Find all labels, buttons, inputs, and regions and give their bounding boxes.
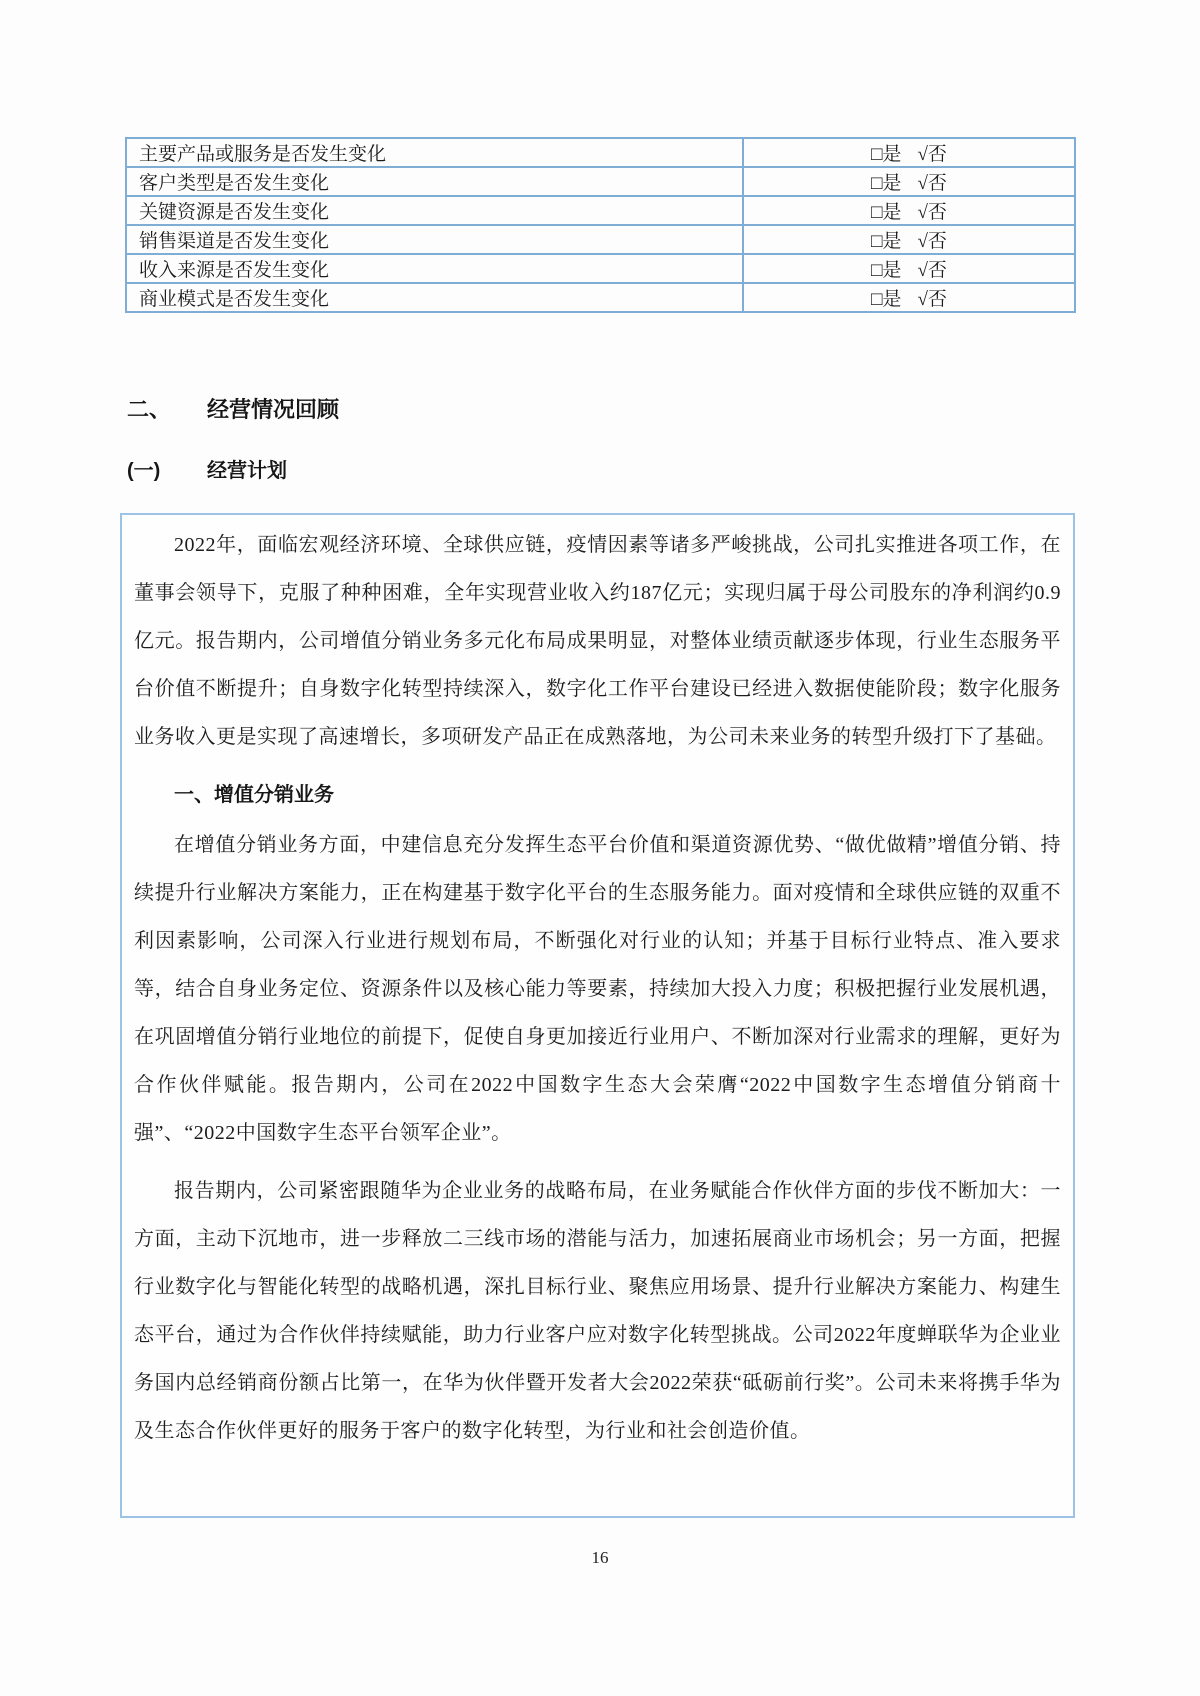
checkbox-no-option: √否	[917, 231, 947, 252]
change-question: 客户类型是否发生变化	[126, 167, 743, 196]
paragraph-huawei-partnership: 报告期内，公司紧密跟随华为企业业务的战略布局，在业务赋能合作伙伴方面的步伐不断加大：一方面，主动下沉地市，进一步释放二三线市场的潜能与活力，加速拓展商业市场机会；另一方面，把握行业数字化与智能化转型的战略机遇，深扎目标行业、聚焦应用场景、提升行业解决方案能力、构建生态平台，通过为合作伙伴持续赋能，助力行业客户应对数字化转型挑战。公司2022年度蝉联华为企业业务国内总经销商份额占比第一，在华为伙伴暨开发者大会2022荣获“砥砺前行奖”。公司未来将携手华为及生态合作伙伴更好的服务于客户的数字化转型，为行业和社会创造价值。	[134, 1180, 1061, 1442]
sub-heading-distribution: 一、增值分销业务	[174, 784, 334, 806]
change-answer	[743, 254, 1075, 283]
checkbox-no-option: √否	[917, 289, 947, 310]
checkbox-yes-option: □是	[870, 202, 902, 223]
paragraph-business-overview: 2022年，面临宏观经济环境、全球供应链，疫情因素等诸多严峻挑战，公司扎实推进各项工作，在董事会领导下，克服了种种困难，全年实现营业收入约187亿元；实现归属于母公司股东的净利润约0.9亿元。报告期内，公司增值分销业务多元化布局成果明显，对整体业绩贡献逐步体现，行业生态服务平台价值不断提升；自身数字化转型持续深入，数字化工作平台建设已经进入数据使能阶段；数字化服务业务收入更是实现了高速增长，多项研发产品正在成熟落地，为公司未来业务的转型升级打下了基础。	[134, 534, 1061, 748]
page-number: 16	[591, 1548, 609, 1567]
checkbox-no-option: √否	[917, 144, 947, 165]
content-box	[120, 513, 1075, 1518]
subsection-number: (一)	[127, 460, 161, 482]
checkbox-yes-option: □是	[870, 231, 902, 252]
checkbox-no-option: √否	[917, 202, 947, 223]
table-row	[126, 225, 1075, 254]
checkbox-yes-option: □是	[870, 289, 902, 310]
subsection-heading	[127, 458, 287, 484]
section-title: 经营情况回顾	[207, 397, 340, 422]
checkbox-no-option: √否	[917, 173, 947, 194]
change-answer	[743, 167, 1075, 196]
section-heading	[127, 396, 339, 424]
paragraph-distribution-business: 在增值分销业务方面，中建信息充分发挥生态平台价值和渠道资源优势、“做优做精”增值分销、持续提升行业解决方案能力，正在构建基于数字化平台的生态服务能力。面对疫情和全球供应链的双重不利因素影响，公司深入行业进行规划布局，不断强化对行业的认知；并基于目标行业特点、准入要求等，结合自身业务定位、资源条件以及核心能力等要素，持续加大投入力度；积极把握行业发展机遇，在巩固增值分销行业地位的前提下，促使自身更加接近行业用户、不断加深对行业需求的理解，更好为合作伙伴赋能。报告期内，公司在2022中国数字生态大会荣膺“2022中国数字生态增值分销商十强”、“2022中国数字生态平台领军企业”。	[134, 834, 1061, 1144]
checkbox-yes-option: □是	[870, 173, 902, 194]
change-question: 收入来源是否发生变化	[126, 254, 743, 283]
change-answer	[743, 138, 1075, 167]
change-answer	[743, 225, 1075, 254]
subsection-title: 经营计划	[207, 460, 287, 482]
table-row	[126, 254, 1075, 283]
table-row	[126, 138, 1075, 167]
checkbox-no-option: √否	[917, 260, 947, 281]
change-question: 主要产品或服务是否发生变化	[126, 138, 743, 167]
section-number: 二、	[127, 397, 172, 422]
table-row	[126, 167, 1075, 196]
change-question: 关键资源是否发生变化	[126, 196, 743, 225]
change-question: 销售渠道是否发生变化	[126, 225, 743, 254]
change-answer	[743, 196, 1075, 225]
change-table	[125, 137, 1076, 313]
table-row	[126, 283, 1075, 312]
change-answer	[743, 283, 1075, 312]
table-row	[126, 196, 1075, 225]
checkbox-yes-option: □是	[870, 260, 902, 281]
change-question: 商业模式是否发生变化	[126, 283, 743, 312]
checkbox-yes-option: □是	[870, 144, 902, 165]
